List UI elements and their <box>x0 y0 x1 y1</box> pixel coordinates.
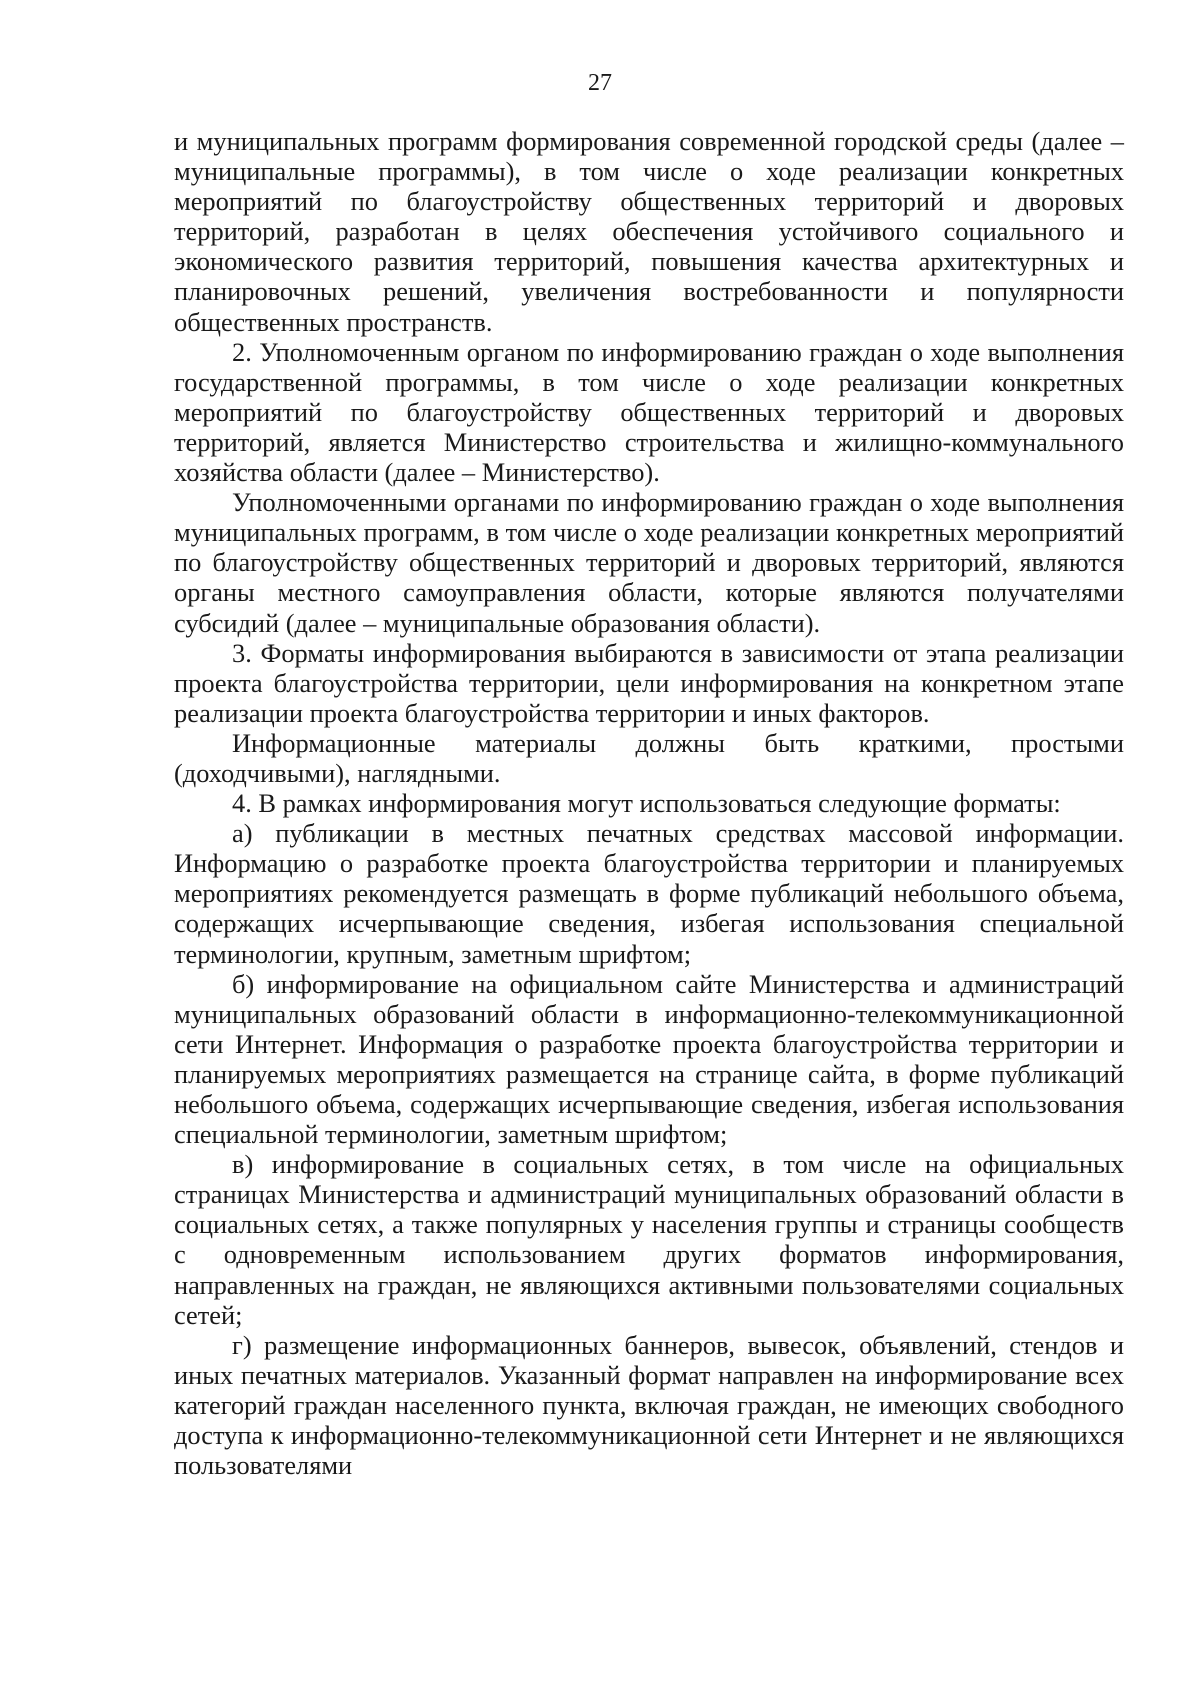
paragraph-authorized-bodies: Уполномоченными органами по информированию граждан о ходе выполнения муниципальных программ, в том числе о ходе реализации конкретных мероприятий по благоустройству общественных территорий и дворовых территорий, являются органы местного самоуправления области, которые являются получателями субсидий (далее – муниципальные образования области). <box>174 487 1124 638</box>
paragraph-intro-continuation: и муниципальных программ формирования современной городской среды (далее – муниципальные программы), в том числе о ходе реализации конкретных мероприятий по благоустройству общественных территорий и дворовых территорий, разработан в целях обеспечения устойчивого социального и экономического развития территорий, повышения качества архитектурных и планировочных решений, увеличения востребованности и популярности общественных пространств. <box>174 126 1124 337</box>
document-body <box>174 126 1124 1480</box>
paragraph-4v: в) информирование в социальных сетях, в том числе на официальных страницах Министерства и администраций муниципальных образований области в социальных сетях, а также популярных у населения группы и страницы сообществ с одновременным использованием других форматов информирования, направленных на граждан, не являющихся активными пользователями социальных сетей; <box>174 1149 1124 1330</box>
paragraph-4b: б) информирование на официальном сайте Министерства и администраций муниципальных образований области в информационно-телекоммуникационной сети Интернет. Информация о разработке проекта благоустройства территории и планируемых мероприятиях размещается на странице сайта, в форме публикаций небольшого объема, содержащих исчерпывающие сведения, избегая использования специальной терминологии, заметным шрифтом; <box>174 968 1124 1150</box>
page-number: 27 <box>588 70 612 96</box>
paragraph-2: 2. Уполномоченным органом по информированию граждан о ходе выполнения государственной программы, в том числе о ходе реализации конкретных мероприятий по благоустройству общественных территорий и дворовых территорий, является Министерство строительства и жилищно-коммунального хозяйства области (далее – Министерство). <box>174 336 1124 488</box>
paragraph-4a: а) публикации в местных печатных средствах массовой информации. Информацию о разработке проекта благоустройства территории и планируемых мероприятиях рекомендуется размещать в форме публикаций небольшого объема, содержащих исчерпывающие сведения, избегая использования специальной терминологии, крупным, заметным шрифтом; <box>174 818 1124 969</box>
paragraph-4g: г) размещение информационных баннеров, вывесок, объявлений, стендов и иных печатных материалов. Указанный формат направлен на информирование всех категорий граждан населенного пункта, включая граждан, не имеющих свободного доступа к информационно-телекоммуникационной сети Интернет и не являющихся пользователями <box>174 1329 1124 1481</box>
paragraph-4: 4. В рамках информирования могут использоваться следующие форматы: <box>232 788 1061 819</box>
paragraph-info-materials: Информационные материалы должны быть краткими, простыми (доходчивыми), наглядными. <box>174 727 1124 788</box>
paragraph-3: 3. Форматы информирования выбираются в зависимости от этапа реализации проекта благоустройства территории, цели информирования на конкретном этапе реализации проекта благоустройства территории и иных факторов. <box>174 637 1124 728</box>
